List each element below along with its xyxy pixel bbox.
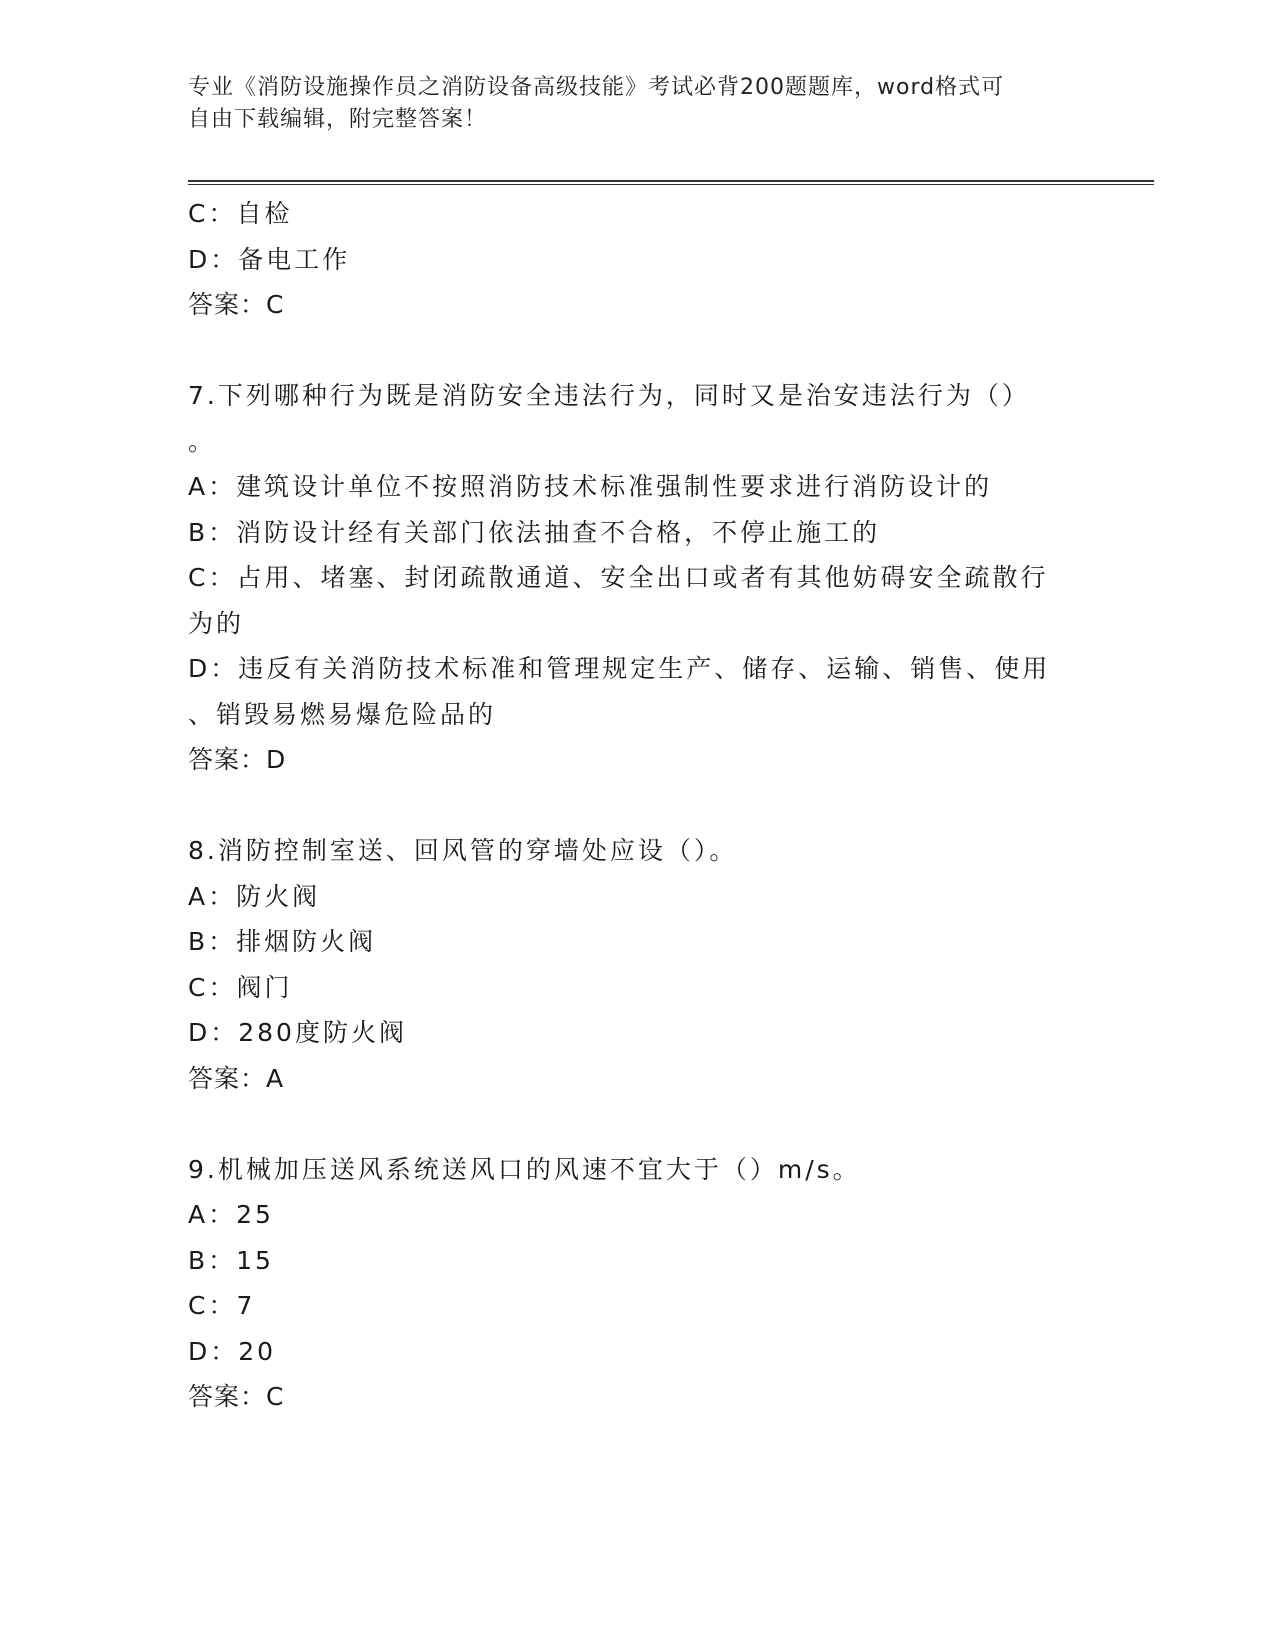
header-line-1: 专业《消防设施操作员之消防设备高级技能》考试必背200题题库，word格式可 xyxy=(188,75,1005,100)
header-line-2: 自由下载编辑，附完整答案！ xyxy=(188,107,488,132)
option-d: D：备电工作 xyxy=(188,244,351,274)
option-c: C：占用、堵塞、封闭疏散通道、安全出口或者有其他妨碍安全疏散行 xyxy=(188,563,1049,592)
option-b: B：消防设计经有关部门依法抽查不合格，不停止施工的 xyxy=(188,517,881,547)
question-7 xyxy=(188,373,1088,783)
option-c: C：自检 xyxy=(188,199,293,228)
page-header xyxy=(188,72,1088,136)
question-stem: 7.下列哪种行为既是消防安全违法行为，同时又是治安违法行为（） xyxy=(188,381,1030,410)
question-9 xyxy=(188,1147,1088,1420)
answer-line: 答案：A xyxy=(188,1063,285,1093)
question-list xyxy=(188,191,1088,1420)
header-divider xyxy=(188,180,1154,185)
question-6-remainder xyxy=(188,191,1088,328)
option-d: D：违反有关消防技术标准和管理规定生产、储存、运输、销售、使用 xyxy=(188,654,1051,683)
option-d: D：280度防火阀 xyxy=(188,1018,407,1047)
option-c: C：阀门 xyxy=(188,972,293,1002)
option-a: A：防火阀 xyxy=(188,881,321,911)
option-b: B：15 xyxy=(188,1245,274,1275)
question-8 xyxy=(188,828,1088,1101)
option-b: B：排烟防火阀 xyxy=(188,927,377,956)
spacer xyxy=(188,1101,1088,1147)
option-a: A：25 xyxy=(188,1200,274,1229)
option-a: A：建筑设计单位不按照消防技术标准强制性要求进行消防设计的 xyxy=(188,472,993,501)
spacer xyxy=(188,783,1088,829)
option-d-continued: 、销毁易燃易爆危险品的 xyxy=(188,699,497,729)
question-stem-continued: 。 xyxy=(188,426,217,456)
option-c-continued: 为的 xyxy=(188,608,245,638)
option-d: D：20 xyxy=(188,1336,277,1366)
question-stem: 8.消防控制室送、回风管的穿墙处应设（）。 xyxy=(188,836,738,865)
spacer xyxy=(188,328,1088,374)
answer-line: 答案：D xyxy=(188,745,287,774)
answer-line: 答案：C xyxy=(188,290,285,319)
question-stem: 9.机械加压送风系统送风口的风速不宜大于（）m/s。 xyxy=(188,1154,861,1184)
answer-line: 答案：C xyxy=(188,1382,285,1411)
option-c: C：7 xyxy=(188,1291,256,1320)
